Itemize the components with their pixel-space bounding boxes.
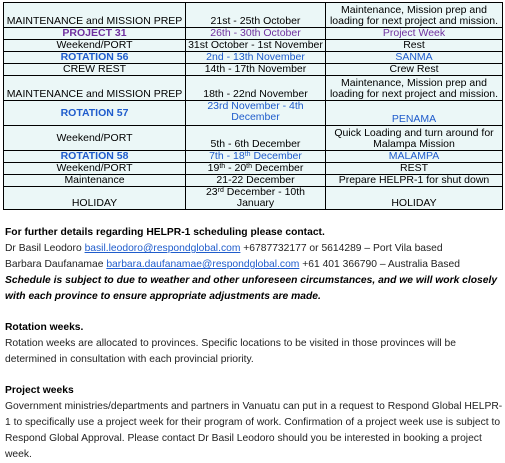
notes-cell: HOLIDAY xyxy=(326,187,503,210)
notes-cell: PENAMA xyxy=(326,101,503,126)
activity-cell: ROTATION 57 xyxy=(4,101,186,126)
notes-section xyxy=(5,225,503,463)
contact-heading: For further details regarding HELPR-1 scheduling please contact. xyxy=(5,227,325,238)
table-row xyxy=(4,101,503,126)
table-row xyxy=(4,28,503,40)
activity-cell: HOLIDAY xyxy=(4,187,186,210)
activity-cell: Weekend/PORT xyxy=(4,40,186,52)
notes-cell: SANMA xyxy=(326,52,503,64)
activity-cell: Maintenance xyxy=(4,175,186,187)
project-heading: Project weeks xyxy=(5,385,74,396)
schedule-table xyxy=(3,2,503,210)
table-row xyxy=(4,151,503,163)
date-cell: 21-22 December xyxy=(186,175,326,187)
table-row xyxy=(4,126,503,151)
date-cell: 18th - 22nd November xyxy=(186,76,326,101)
contact-line-daufanamae: Barbara Daufanamae barbara.daufanamae@respondglobal.com +61 401 366790 – Australia Based xyxy=(5,259,460,270)
table-row xyxy=(4,76,503,101)
activity-cell: Weekend/PORT xyxy=(4,163,186,175)
notes-cell: Project Week xyxy=(326,28,503,40)
activity-cell: MAINTENANCE and MISSION PREP xyxy=(4,76,186,101)
notes-cell: Maintenance, Mission prep and loading for next project and mission. xyxy=(326,76,503,101)
table-row xyxy=(4,64,503,76)
date-cell: 26th - 30th October xyxy=(186,28,326,40)
notes-cell: Quick Loading and turn around for Malampa Mission xyxy=(326,126,503,151)
activity-cell: Weekend/PORT xyxy=(4,126,186,151)
schedule-notice: Schedule is subject to due to weather and other unforeseen circumstances, and we will work closely with each province to ensure appropriate adjustments are made. xyxy=(5,275,498,302)
table-row xyxy=(4,187,503,210)
notes-cell: Prepare HELPR-1 for shut down xyxy=(326,175,503,187)
table-row xyxy=(4,3,503,28)
activity-cell: CREW REST xyxy=(4,64,186,76)
date-cell: 2nd - 13th November xyxy=(186,52,326,64)
rotation-heading: Rotation weeks. xyxy=(5,322,84,333)
date-cell: 14th - 17th November xyxy=(186,64,326,76)
table-row xyxy=(4,175,503,187)
table-row xyxy=(4,163,503,175)
activity-cell: PROJECT 31 xyxy=(4,28,186,40)
notes-cell: MALAMPA xyxy=(326,151,503,163)
project-body: Government ministries/departments and partners in Vanuatu can put in a request to Respond Global HELPR-1 to specifically use a project week for their program of work. Confirmation of a project week use is subject to Respond Global Approval. Please contact Dr Basil Leodoro should you be interested in booking a project week. xyxy=(5,401,503,460)
date-cell: 21st - 25th October xyxy=(186,3,326,28)
notes-cell: Maintenance, Mission prep and loading for next project and mission. xyxy=(326,3,503,28)
rotation-body: Rotation weeks are allocated to provinces. Specific locations to be visited in those provinces will be determined in consultation with each provincial priority. xyxy=(5,338,457,365)
notes-cell: Crew Rest xyxy=(326,64,503,76)
date-cell: 23rd November - 4th December xyxy=(186,101,326,126)
table-row xyxy=(4,40,503,52)
date-cell: 5th - 6th December xyxy=(186,126,326,151)
activity-cell: ROTATION 56 xyxy=(4,52,186,64)
notes-cell: REST xyxy=(326,163,503,175)
activity-cell: MAINTENANCE and MISSION PREP xyxy=(4,3,186,28)
date-cell: 7th - 18th December xyxy=(186,151,326,163)
date-cell: 31st October - 1st November xyxy=(186,40,326,52)
activity-cell: ROTATION 58 xyxy=(4,151,186,163)
notes-cell: Rest xyxy=(326,40,503,52)
table-row xyxy=(4,52,503,64)
email-link-leodoro[interactable]: basil.leodoro@respondglobal.com xyxy=(84,243,241,254)
date-cell: 23rd December - 10th January xyxy=(186,187,326,210)
email-link-daufanamae[interactable]: barbara.daufanamae@respondglobal.com xyxy=(106,259,300,270)
contact-line-leodoro: Dr Basil Leodoro basil.leodoro@respondglobal.com +6787732177 or 5614289 – Port Vila based xyxy=(5,243,443,254)
date-cell: 19th - 20th December xyxy=(186,163,326,175)
